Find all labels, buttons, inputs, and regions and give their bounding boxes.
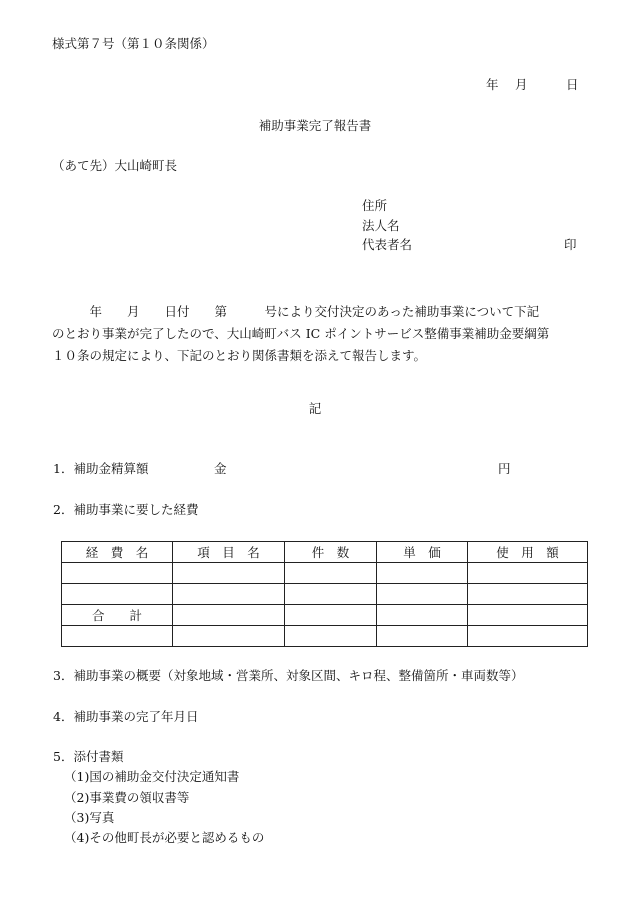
overview-label: 3．補助事業の概要（対象地域・営業所、対象区間、キロ程、整備箇所・車両数等） (53, 668, 524, 683)
completion-date-label: 4．補助事業の完了年月日 (53, 709, 199, 724)
body-line: のとおり事業が完了したので、大山崎町バス IC ポイントサービス整備事業補助金要綱第 (52, 326, 550, 341)
table-cell[interactable] (377, 563, 468, 584)
table-cell[interactable] (62, 563, 173, 584)
document-title: 補助事業完了報告書 (258, 118, 372, 133)
attachment-item: （1)国の補助金交付決定通知書 (64, 769, 240, 784)
table-cell[interactable] (285, 605, 377, 626)
attachments-label: 5．添付書類 (53, 749, 124, 764)
settlement-amount-label: 1．補助金精算額 (53, 461, 149, 476)
table-cell[interactable] (468, 605, 588, 626)
seal-mark: 印 (564, 237, 577, 252)
table-cell[interactable] (285, 584, 377, 605)
table-header-row (62, 542, 588, 563)
body-line: １０条の規定により、下記のとおり関係書類を添えて報告します。 (52, 348, 427, 363)
amount-prefix: 金 (214, 461, 227, 476)
address-label: 住所 (362, 198, 388, 213)
header-unit-price: 単 価 (377, 542, 468, 563)
representative-label: 代表者名 (362, 237, 413, 252)
table-cell[interactable] (377, 605, 468, 626)
table-cell[interactable] (377, 584, 468, 605)
table-cell[interactable] (173, 605, 285, 626)
table-cell[interactable] (62, 584, 173, 605)
table-cell[interactable] (468, 626, 588, 647)
table-row (62, 626, 588, 647)
table-cell[interactable] (173, 626, 285, 647)
table-row (62, 563, 588, 584)
addressee: （あて先）大山崎町長 (52, 158, 178, 173)
form-number: 様式第７号（第１０条関係） (52, 36, 215, 51)
header-expense-name: 経 費 名 (62, 542, 173, 563)
attachment-item: （2)事業費の領収書等 (64, 790, 190, 805)
header-amount-used: 使 用 額 (468, 542, 588, 563)
total-row (62, 605, 588, 626)
table-row (62, 584, 588, 605)
amount-suffix: 円 (498, 461, 511, 476)
attachment-item: （3)写真 (64, 810, 115, 825)
total-label: 合 計 (62, 605, 173, 626)
expenses-label: 2．補助事業に要した経費 (53, 502, 199, 517)
header-item-name: 項 目 名 (173, 542, 285, 563)
corporation-name-label: 法人名 (362, 218, 400, 233)
table-cell[interactable] (173, 584, 285, 605)
ki-heading: 記 (308, 401, 322, 416)
date-day-label: 日 (566, 77, 579, 92)
table-cell[interactable] (62, 626, 173, 647)
attachment-item: （4)その他町長が必要と認めるもの (64, 830, 265, 845)
header-count: 件 数 (285, 542, 377, 563)
table-cell[interactable] (468, 584, 588, 605)
table-cell[interactable] (377, 626, 468, 647)
expense-table (61, 541, 588, 647)
date-month-label: 月 (515, 77, 528, 92)
date-year-label: 年 (486, 77, 499, 92)
body-paragraph (52, 301, 590, 367)
table-cell[interactable] (285, 626, 377, 647)
table-cell[interactable] (285, 563, 377, 584)
body-line: 年 月 日付 第 号により交付決定のあった補助事業について下記 (52, 304, 540, 319)
table-cell[interactable] (468, 563, 588, 584)
table-cell[interactable] (173, 563, 285, 584)
